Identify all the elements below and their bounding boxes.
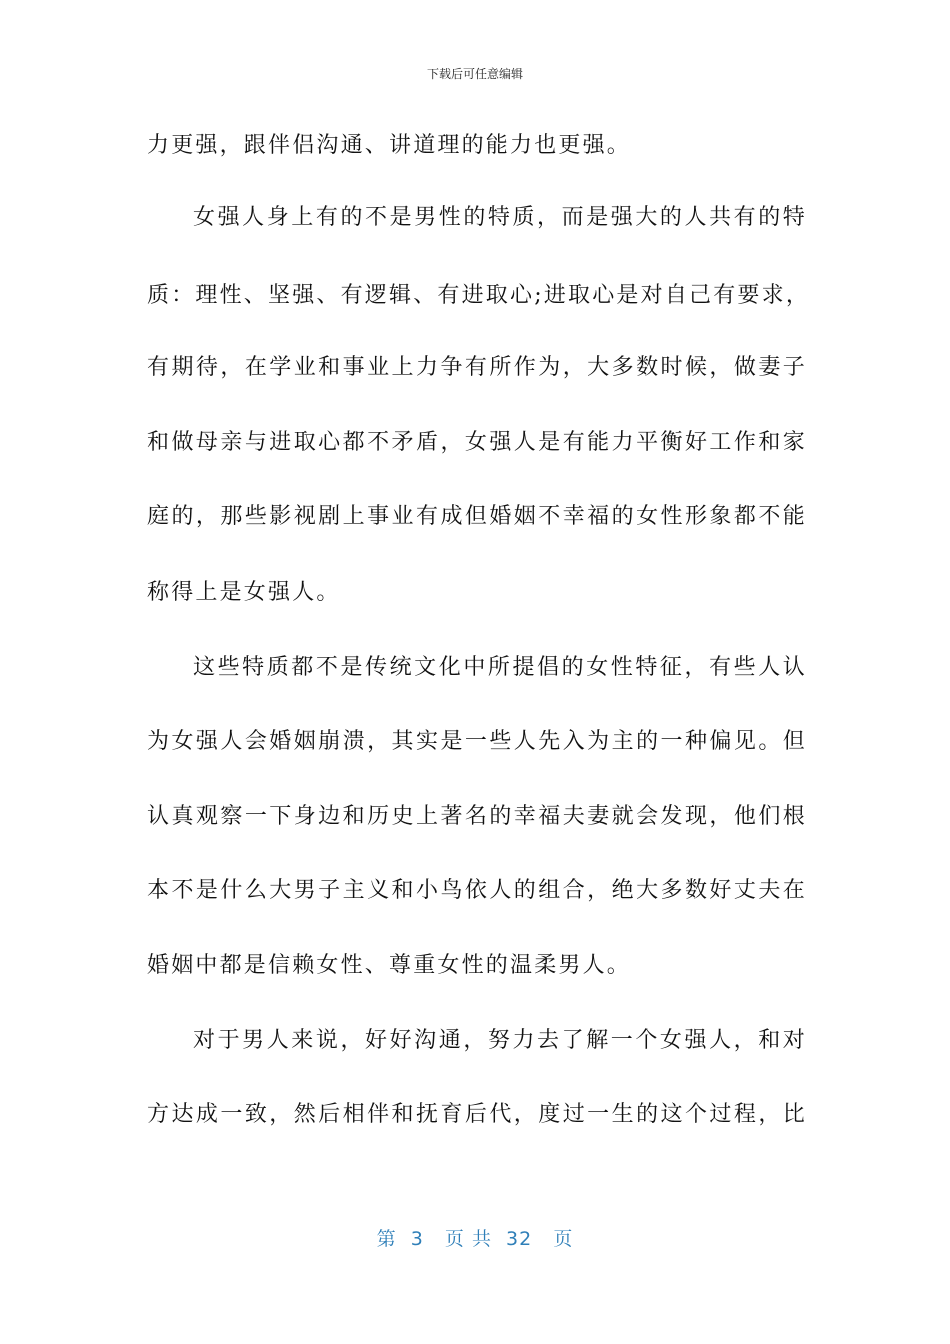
- body-line: 为女强人会婚姻崩溃，其实是一些人先入为主的一种偏见。但: [147, 729, 807, 754]
- body-line: 庭的，那些影视剧上事业有成但婚姻不幸福的女性形象都不能: [147, 504, 807, 529]
- body-line: 本不是什么大男子主义和小鸟依人的组合，绝大多数好丈夫在: [147, 878, 807, 903]
- page-number-footer: 第 3 页 共 32 页: [376, 1228, 574, 1250]
- body-line: 质：理性、坚强、有逻辑、有进取心;进取心是对自己有要求，: [147, 283, 811, 308]
- body-line: 方达成一致，然后相伴和抚育后代，度过一生的这个过程，比: [147, 1102, 807, 1127]
- body-line: 婚姻中都是信赖女性、尊重女性的温柔男人。: [147, 953, 632, 978]
- body-line: 有期待，在学业和事业上力争有所作为，大多数时候，做妻子: [147, 355, 807, 380]
- paragraph-first-line: 对于男人来说，好好沟通，努力去了解一个女强人，和对: [193, 1028, 807, 1053]
- page-header: 下载后可任意编辑: [426, 67, 523, 81]
- paragraph-first-line: 女强人身上有的不是男性的特质，而是强大的人共有的特: [193, 205, 807, 230]
- body-line: 力更强，跟伴侣沟通、讲道理的能力也更强。: [147, 133, 632, 158]
- paragraph-first-line: 这些特质都不是传统文化中所提倡的女性特征，有些人认: [193, 655, 807, 680]
- body-line: 称得上是女强人。: [147, 580, 341, 605]
- body-line: 认真观察一下身边和历史上著名的幸福夫妻就会发现，他们根: [147, 804, 807, 829]
- body-line: 和做母亲与进取心都不矛盾，女强人是有能力平衡好工作和家: [147, 430, 807, 455]
